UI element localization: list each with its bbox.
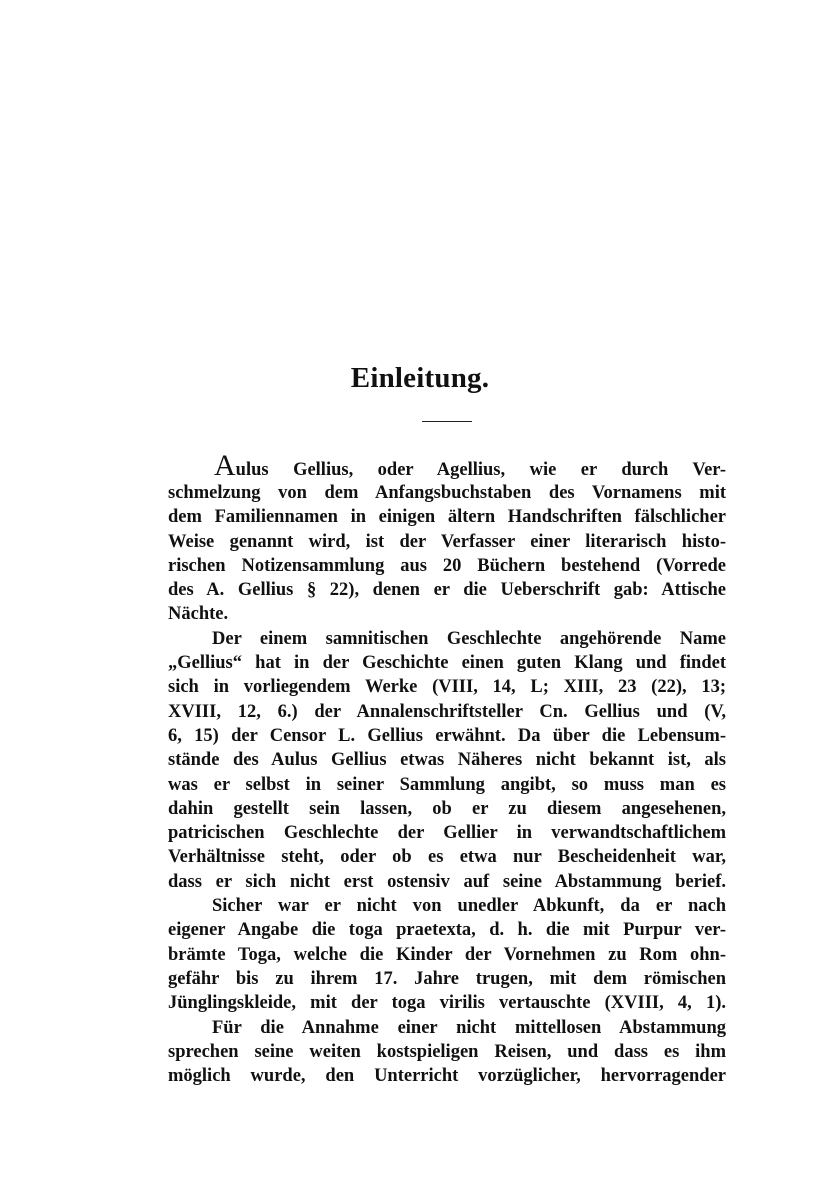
title-divider <box>422 421 472 422</box>
paragraph-line: dahin gestellt sein lassen, ob er zu diesem angesehenen, <box>168 798 726 819</box>
paragraph-line: „Gellius“ hat in der Geschichte einen guten Klang und findet <box>168 653 726 674</box>
paragraph-line: rischen Notizensammlung aus 20 Büchern bestehend (Vorrede <box>168 555 726 576</box>
paragraph-line: möglich wurde, den Unterricht vorzüglicher, hervorragender <box>168 1066 726 1087</box>
paragraph-line: des A. Gellius § 22), denen er die Ueberschrift gab: Attische <box>168 580 726 601</box>
paragraph-line: sprechen seine weiten kostspieligen Reisen, und dass es ihm <box>168 1041 726 1062</box>
paragraph-line: stände des Aulus Gellius etwas Näheres nicht bekannt ist, als <box>168 750 726 771</box>
paragraph-line: Der einem samnitischen Geschlechte angehörende Name <box>212 628 726 649</box>
paragraph-line: Nächte. <box>168 604 229 625</box>
paragraph-line: Sicher war er nicht von unedler Abkunft, da er nach <box>212 896 726 917</box>
paragraph-line: gefähr bis zu ihrem 17. Jahre trugen, mit dem römischen <box>168 968 726 989</box>
paragraph-line: XVIII, 12, 6.) der Annalenschriftsteller Cn. Gellius und (V, <box>168 701 726 722</box>
paragraph-line: dass er sich nicht erst ostensiv auf seine Abstammung berief. <box>168 871 726 892</box>
paragraph-line: Verhältnisse steht, oder ob es etwa nur Bescheidenheit war, <box>168 847 726 868</box>
paragraph-line: was er selbst in seiner Sammlung angibt, so muss man es <box>168 774 726 795</box>
paragraph-line: Weise genannt wird, ist der Verfasser einer literarisch histo- <box>168 531 726 552</box>
paragraph-line: 6, 15) der Censor L. Gellius erwähnt. Da über die Lebensum- <box>168 725 726 746</box>
paragraph-line: eigener Angabe die toga praetexta, d. h. die mit Purpur ver- <box>168 920 726 941</box>
paragraph-line: schmelzung von dem Anfangsbuchstaben des Vornamens mit <box>168 483 726 503</box>
page-title: Einleitung. <box>350 362 490 394</box>
paragraph-line: Für die Annahme einer nicht mittellosen Abstammung <box>212 1017 726 1038</box>
paragraph-line: patricischen Geschlechte der Gellier in verwandtschaftlichem <box>168 823 726 844</box>
paragraph-line: Aulus Gellius, oder Agellius, wie er durch Ver- <box>214 449 726 482</box>
paragraph-line: sich in vorliegendem Werke (VIII, 14, L; XIII, 23 (22), 13; <box>168 677 726 698</box>
paragraph-line: dem Familiennamen in einigen ältern Handschriften fälschlicher <box>168 507 726 528</box>
drop-cap-letter: A <box>214 449 236 482</box>
paragraph-line: Jünglingskleide, mit der toga virilis vertauschte (XVIII, 4, 1). <box>168 993 726 1014</box>
paragraph-line: brämte Toga, welche die Kinder der Vornehmen zu Rom ohn- <box>168 944 726 965</box>
body-text <box>168 449 726 1088</box>
